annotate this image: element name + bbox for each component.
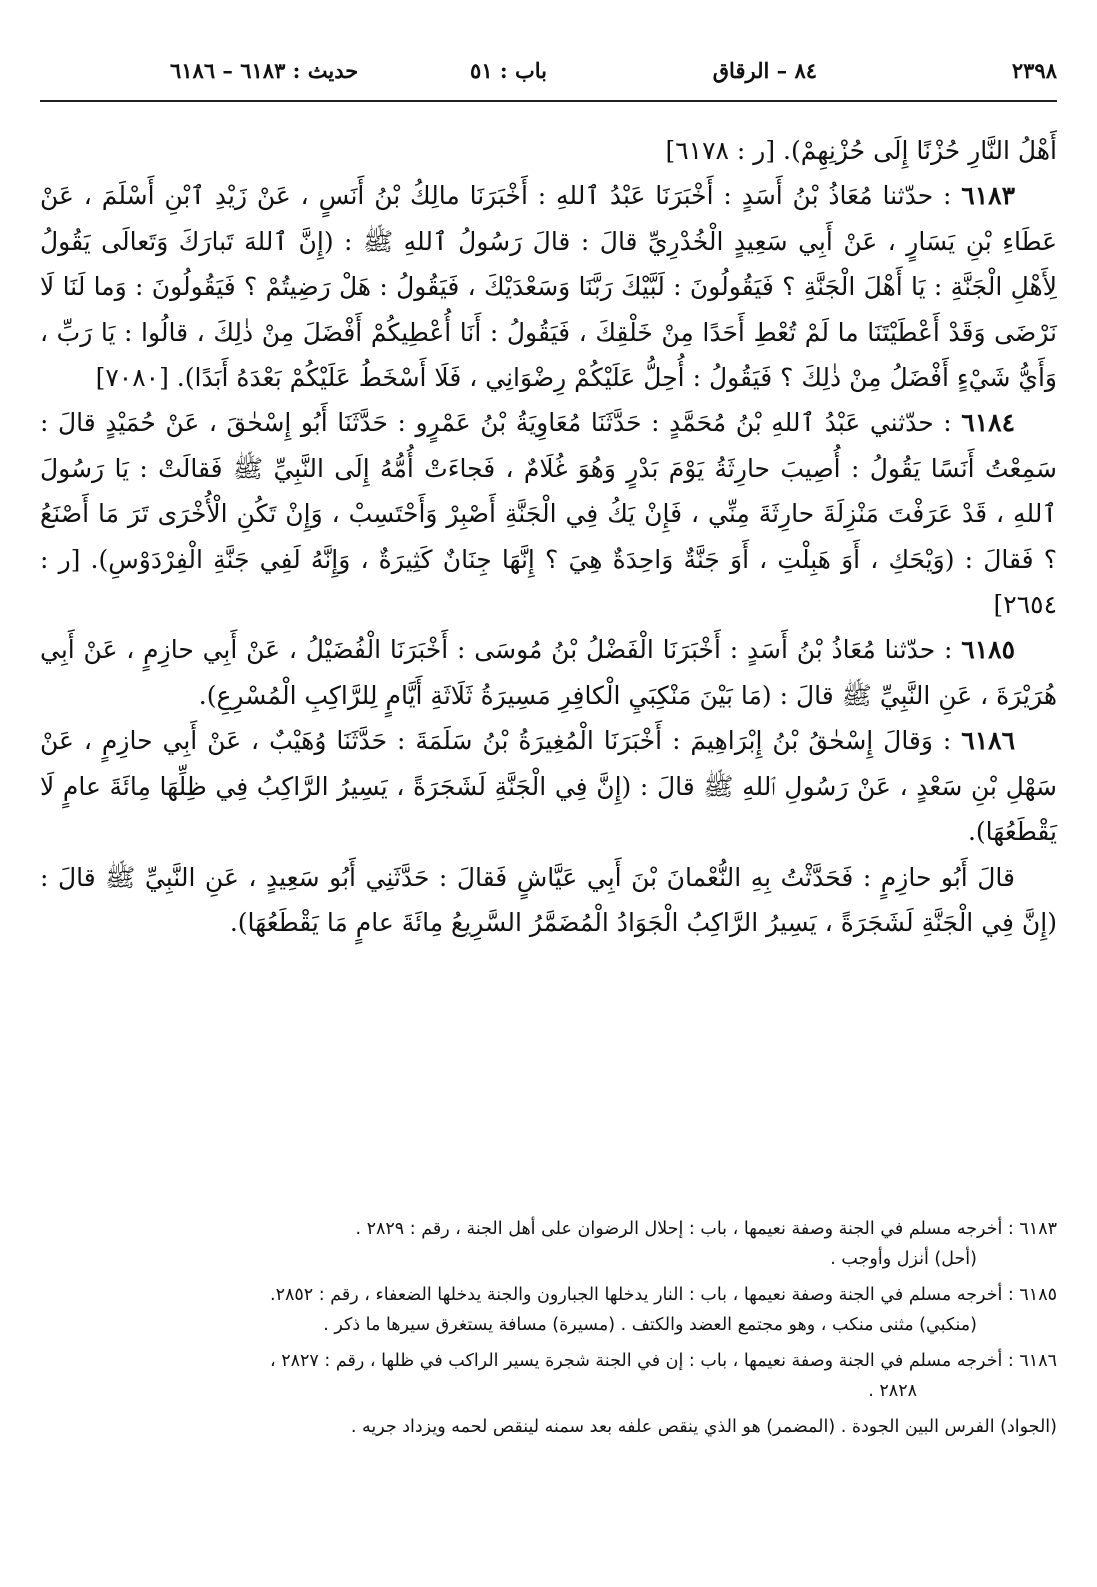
footnote-source: ٦١٨٦ : أخرجه مسلم في الجنة وصفة نعيمها ، باب : إن في الجنة شجرة يسير الراكب في ظلها ، رقم : ٢٨٢٧ ، <box>270 1351 1057 1371</box>
hadith-text: : حدّثني عَبْدُ ٱللهِ بْنُ مُحَمَّدٍ : حَدَّثَنَا مُعَاوِيَةُ بْنُ عَمْرٍو : حَدَّثَنَا أَبُو إِسْحٰقَ ، عَنْ حُمَيْدٍ قالَ : سَمِعْتُ أَنَسًا يَقُولُ : أُصِيبَ حارِثَةُ يَوْمَ بَدْرٍ وَهُوَ غُلَامٌ ، فَجاءَتْ أُمُّهُ إِلَى النَّبِيِّ ﷺ فَقالَتْ : يَا رَسُولَ ٱللهِ ، قَدْ عَرَفْتَ مَنْزِلَةَ حارِثَةَ مِنِّي ، فَإِنْ يَكُ فِي الْجَنَّةِ أَصْبِرْ وَأَحْتَسِبْ ، وَإِنْ تَكُنِ الْأُخْرَى تَرَ مَا أَصْنَعُ ؟ فَقالَ : (وَيْحَكِ ، أَوَ هَبِلْتِ ، أَوَ جَنَّةٌ وَاحِدَةٌ هِيَ ؟ إِنَّهَا جِنَانٌ كَثِيرَةٌ ، وَإِنَّهُ لَفِي جَنَّةِ الْفِرْدَوْسِ). [ر : ٢٦٥٤] <box>40 408 1057 620</box>
hadith-range: حديث : ٦١٨٣ – ٦١٨٦ <box>170 58 359 83</box>
footnote-gloss: (منكبي) مثنى منكب ، وهو مجتمع العضد والكتف . (مسيرة) مسافة يستغرق سيرها ما ذكر . <box>323 1315 977 1335</box>
hadith-6185 <box>40 627 1057 718</box>
footnote-6186 <box>40 1346 1057 1406</box>
footnote-gloss: (أحل) أنزل وأوجب . <box>830 1249 977 1269</box>
hadith-number: ٦١٨٥ <box>961 635 1015 665</box>
page-number: ٢٣٩٨ <box>1011 58 1057 83</box>
paragraph-continuation: أَهْلُ النَّارِ حُزْنًا إِلَى حُزْنِهِمْ). [ر : ٦١٧٨] <box>665 136 1057 165</box>
hadith-number: ٦١٨٤ <box>961 408 1015 438</box>
footnotes <box>40 1214 1057 1442</box>
running-header <box>40 58 1057 98</box>
main-text <box>40 128 1057 945</box>
footnote-source: ٦١٨٣ : أخرجه مسلم في الجنة وصفة نعيمها ، باب : إحلال الرضوان على أهل الجنة ، رقم : ٢٨٢٩ . <box>355 1219 1057 1239</box>
footnote-source: ٦١٨٥ : أخرجه مسلم في الجنة وصفة نعيمها ، باب : النار يدخلها الجبارون والجنة يدخلها الضعفاء ، رقم : ٢٨٥٢. <box>270 1285 1057 1305</box>
hadith-6184 <box>40 400 1057 627</box>
hadith-text: : حدّثنا مُعَاذُ بْنُ أَسَدٍ : أَخْبَرَنَا الْفَضْلُ بْنُ مُوسَى : أَخْبَرَنَا الْفُضَيْلُ ، عَنْ أَبِي حازِمٍ ، عَنْ أَبِي هُرَيْرَةَ ، عَنِ النَّبِيِّ ﷺ قالَ : (مَا بَيْنَ مَنْكِبَيِ الْكافِرِ مَسِيرَةُ ثَلَاثَةِ أَيَّامٍ لِلرَّاكِبِ الْمُسْرِعِ). <box>40 635 1057 710</box>
footnote-gloss-6186: (الجواد) الفرس البين الجودة . (المضمر) هو الذي ينقص علفه بعد سمنه لينقص لحمه ويزداد جريه . <box>350 1417 1057 1437</box>
hadith-6186-addendum: قالَ أَبُو حازِمٍ : فَحَدَّثْتُ بِهِ النُّعْمانَ بْنَ أَبِي عَيَّاشٍ فَقالَ : حَدَّثَنِي أَبُو سَعِيدٍ ، عَنِ النَّبِيِّ ﷺ قالَ : (إِنَّ فِي الْجَنَّةِ لَشَجَرَةً ، يَسِيرُ الرَّاكِبُ الْجَوَادُ الْمُضَمَّرُ السَّرِيعُ مِائَةَ عامٍ مَا يَقْطَعُهَا). <box>40 862 1057 937</box>
footnote-continuation: ٢٨٢٨ . <box>868 1381 917 1401</box>
hadith-text: : وَقالَ إِسْحٰقُ بْنُ إِبْرَاهِيمَ : أَخْبَرَنَا الْمُغِيرَةُ بْنُ سَلَمَةَ : حَدَّثَنَا وُهَيْبٌ ، عَنْ أَبِي حازِمٍ ، عَنْ سَهْلِ بْنِ سَعْدٍ ، عَنْ رَسُولِ ٱللهِ ﷺ قالَ : (إِنَّ فِي الْجَنَّةِ لَشَجَرَةً ، يَسِيرُ الرَّاكِبُ فِي ظِلِّهَا مِائَةَ عامٍ لَا يَقْطَعُهَا). <box>40 726 1057 847</box>
hadith-6186 <box>40 718 1057 854</box>
footnote-6183 <box>40 1214 1057 1274</box>
hadith-number: ٦١٨٦ <box>961 726 1015 756</box>
bab-number: باب : ٥١ <box>470 58 547 83</box>
header-divider <box>40 100 1057 102</box>
hadith-text: : حدّثنا مُعَاذُ بْنُ أَسَدٍ : أَخْبَرَنَا عَبْدُ ٱللهِ : أَخْبَرَنَا مالِكُ بْنُ أَنَسٍ ، عَنْ زَيْدِ ٱبْنِ أَسْلَمَ ، عَنْ عَطَاءِ بْنِ يَسَارٍ ، عَنْ أَبِي سَعِيدٍ الْخُدْرِيِّ قالَ : قالَ رَسُولُ ٱللهِ ﷺ : (إِنَّ ٱللهَ تَبارَكَ وَتَعالَى يَقُولُ لِأَهْلِ الْجَنَّةِ : يَا أَهْلَ الْجَنَّةِ ؟ فَيَقُولُونَ : لَبَّيْكَ رَبَّنَا وَسَعْدَيْكَ ، فَيَقُولُ : هَلْ رَضِيتُمْ ؟ فَيَقُولُونَ : وَما لَنَا لَا نَرْضَى وَقَدْ أَعْطَيْتَنَا ما لَمْ تُعْطِ أَحَدًا مِنْ خَلْقِكَ ، فَيَقُولُ : أَنَا أُعْطِيكُمْ أَفْضَلَ مِنْ ذٰلِكَ ، قالُوا : يَا رَبِّ ، وَأَيُّ شَيْءٍ أَفْضَلُ مِنْ ذٰلِكَ ؟ فَيَقُولُ : أُحِلُّ عَلَيْكُمْ رِضْوَانِي ، فَلَا أَسْخَطُ عَلَيْكُمْ بَعْدَهُ أَبَدًا). [٧٠٨٠] <box>40 181 1057 393</box>
footnote-6185 <box>40 1280 1057 1340</box>
document-page <box>40 0 1057 1587</box>
hadith-6183 <box>40 173 1057 400</box>
hadith-number: ٦١٨٣ <box>961 181 1015 211</box>
chapter-title: ٨٤ – الرقاق <box>712 58 817 83</box>
